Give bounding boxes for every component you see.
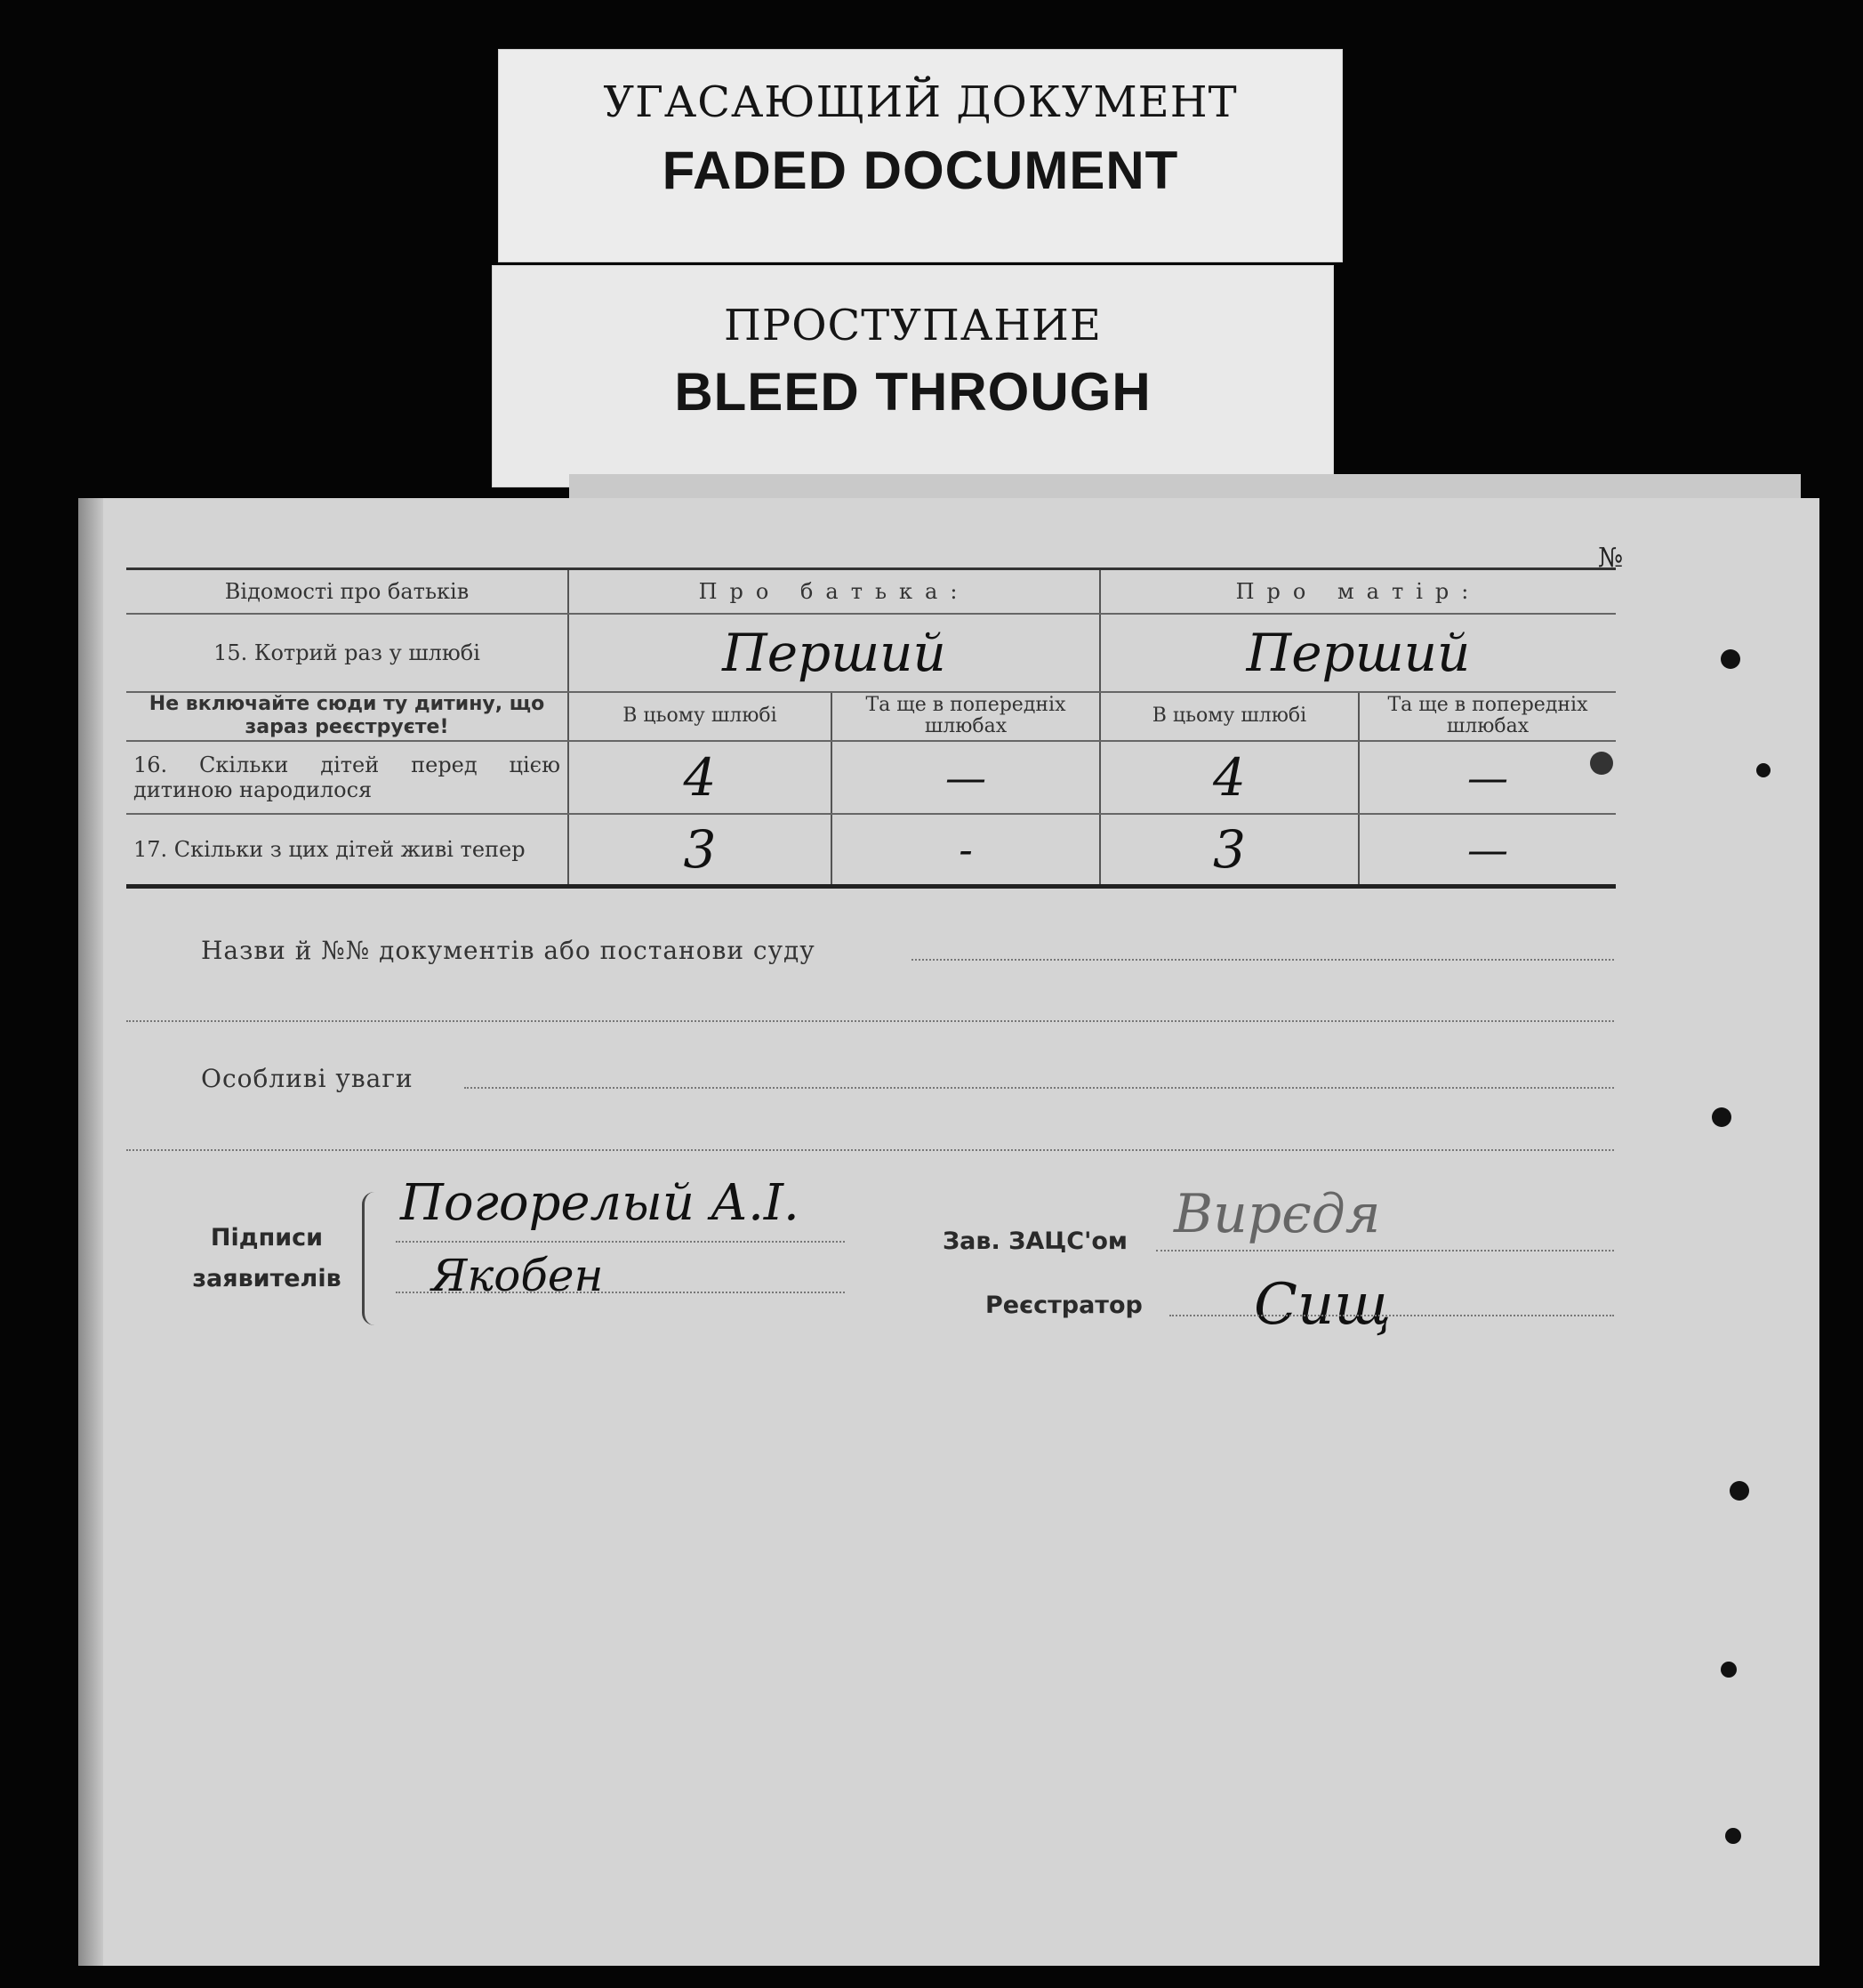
applicants-label-1: Підписи — [210, 1224, 324, 1252]
applicants-label-2: заявителів — [192, 1265, 341, 1292]
faded-notice-en: FADED DOCUMENT — [662, 141, 1179, 200]
bleed-through-notice — [492, 265, 1334, 487]
header-about-mother: Про матір: — [1100, 569, 1616, 614]
punch-hole — [1721, 1662, 1737, 1678]
registrar-signature: Сищ — [1254, 1272, 1392, 1338]
remarks-line-2 — [126, 1149, 1614, 1151]
head-line — [1156, 1250, 1614, 1252]
punch-hole — [1712, 1107, 1731, 1127]
table-header-row — [126, 569, 1616, 614]
header-parents-info: Відомості про батьків — [126, 569, 568, 614]
applicant-line-2 — [396, 1292, 845, 1293]
registrar-label: Реєстратор — [985, 1292, 1143, 1319]
mother-this-marriage-header: В цьому шлюбі — [1100, 692, 1359, 741]
row16-mother-this: 4 — [1100, 741, 1359, 814]
back-sheet-edge — [569, 474, 1801, 501]
punch-hole — [1721, 649, 1740, 669]
documents-line-1 — [911, 959, 1614, 961]
head-label: Зав. ЗАЦС'ом — [943, 1227, 1128, 1255]
row16-mother-prev: — — [1359, 741, 1616, 814]
mother-previous-header: Та ще в попередніх шлюбах — [1359, 692, 1616, 741]
row-children-born — [126, 741, 1616, 814]
parents-info-table — [126, 567, 1616, 889]
row17-father-prev: - — [831, 814, 1100, 887]
row17-mother-prev: — — [1359, 814, 1616, 887]
row16-label: 16. Скільки дітей перед цією дитиною народилося — [126, 741, 568, 814]
remarks-label: Особливі уваги — [201, 1064, 414, 1093]
faded-notice-ru: УГАСАЮЩИЙ ДОКУМЕНТ — [603, 77, 1238, 127]
row16-father-prev: — — [831, 741, 1100, 814]
row-marriage-count — [126, 614, 1616, 692]
row17-mother-this: 3 — [1100, 814, 1359, 887]
punch-hole — [1590, 752, 1613, 775]
bleed-notice-en: BLEED THROUGH — [674, 362, 1152, 422]
registrar-line — [1169, 1315, 1614, 1316]
punch-hole — [1730, 1481, 1749, 1501]
note-label: Не включайте сюди ту дитину, що зараз реєструєте! — [126, 692, 568, 741]
remarks-line-1 — [464, 1087, 1614, 1089]
row-children-alive — [126, 814, 1616, 887]
row16-father-this: 4 — [568, 741, 831, 814]
applicant-signature-2: Якобен — [431, 1250, 604, 1301]
faded-document-notice — [498, 49, 1343, 262]
applicant-line-1 — [396, 1241, 845, 1243]
father-this-marriage-header: В цьому шлюбі — [568, 692, 831, 741]
row15-father-value: Перший — [568, 614, 1100, 692]
father-previous-header: Та ще в попередніх шлюбах — [831, 692, 1100, 741]
row15-mother-value: Перший — [1100, 614, 1616, 692]
applicant-signature-1: Погорелый А.І. — [400, 1174, 799, 1232]
header-about-father: Про батька: — [568, 569, 1100, 614]
row17-father-this: 3 — [568, 814, 831, 887]
bleed-notice-ru: ПРОСТУПАНИЕ — [724, 301, 1102, 350]
punch-hole — [1756, 763, 1771, 777]
documents-line-2 — [126, 1020, 1614, 1022]
applicants-brace — [362, 1192, 379, 1325]
punch-hole — [1725, 1828, 1741, 1844]
sheet-left-edge — [78, 498, 103, 1966]
number-mark: № — [1598, 543, 1624, 574]
row17-label: 17. Скільки з цих дітей живі тепер — [126, 814, 568, 887]
documents-label: Назви й №№ документів або постанови суду — [201, 936, 815, 965]
row-note — [126, 692, 1616, 741]
head-signature: Вирєдя — [1174, 1183, 1381, 1245]
row15-label: 15. Котрий раз у шлюбі — [126, 614, 568, 692]
